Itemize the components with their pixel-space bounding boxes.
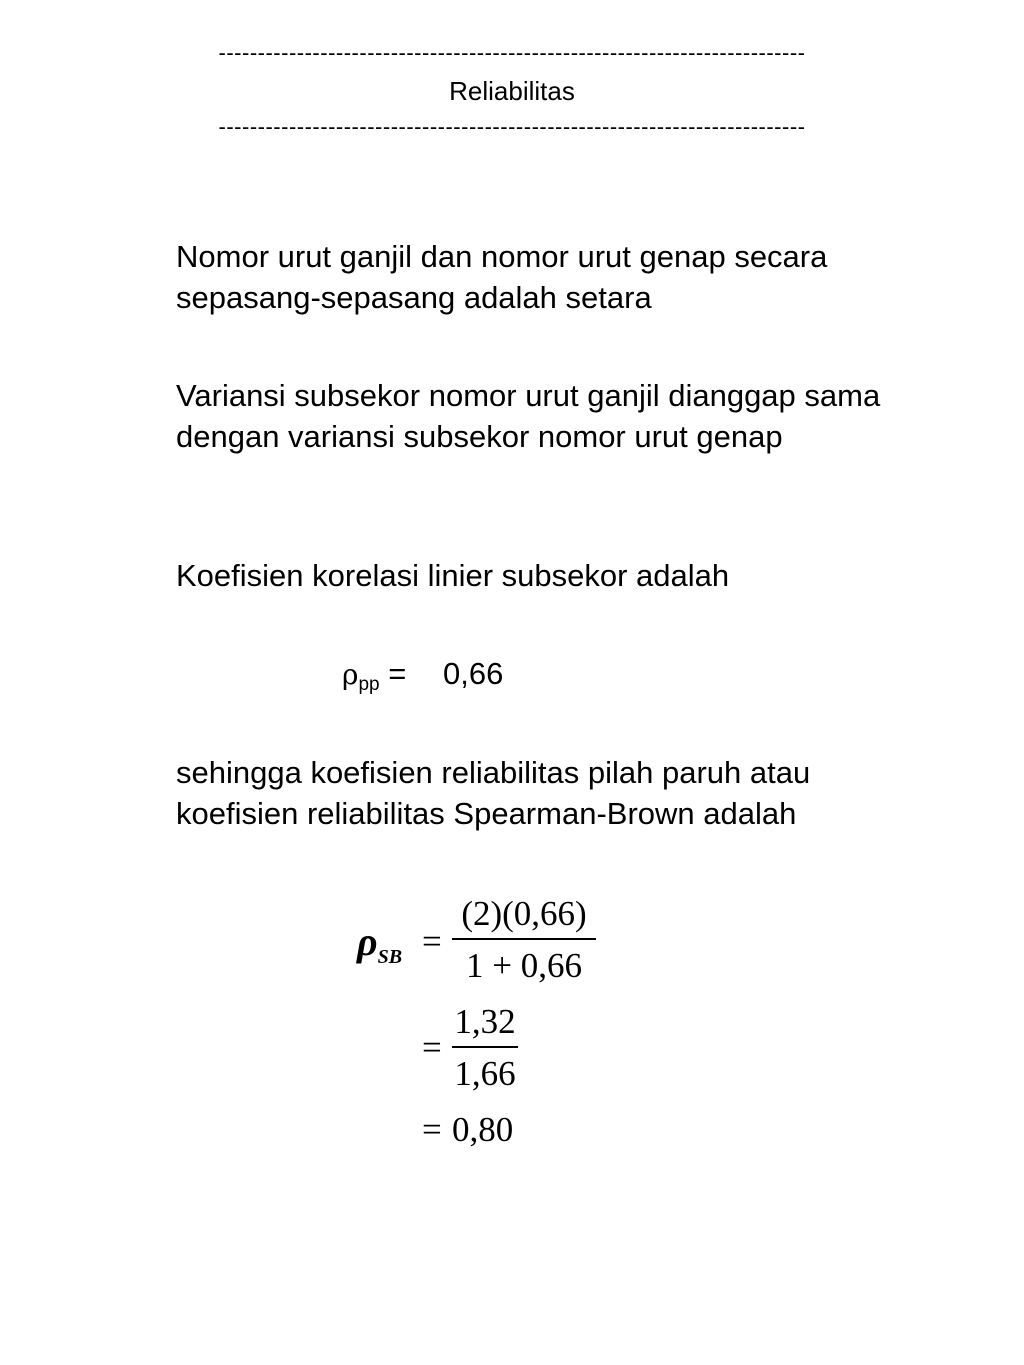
equals-sign-2: = [422,1028,442,1067]
fraction-2-numerator: 1,32 [454,1002,516,1041]
paragraph-equivalence: Nomor urut ganjil dan nomor urut genap secara sepasang-sepasang adalah setara [176,239,828,315]
rho-pp-value: 0,66 [442,656,504,691]
equals-sign-1: = [422,922,442,961]
fraction-2-bar [452,1046,518,1048]
rho-pp-equals: = [388,656,407,691]
paragraph-spearman-brown: sehingga koefisien reliabilitas pilah paruh atau koefisien reliabilitas Spearman-Brown adalah [176,755,811,831]
rho-sb-subscript: SB [377,946,403,968]
fraction-1-numerator: (2)(0,66) [461,894,587,933]
fraction-2-denominator: 1,66 [454,1054,516,1093]
rho-sb-symbol: $\rho_{SB}$ [357,919,403,968]
rho-pp-subscript: pp [358,674,380,695]
fraction-1-denominator: 1 + 0,66 [466,946,582,985]
formula-result: 0,80 [452,1110,514,1149]
fraction-step-1 [452,894,596,986]
fraction-1-bar [452,938,596,940]
paragraph-variance: Variansi subsekor nomor urut ganjil dianggap sama dengan variansi subsekor nomor urut genap [176,378,881,454]
rho-pp-equation [342,656,503,696]
paragraph-correlation: Koefisien korelasi linier subsekor adalah [176,558,730,593]
header-rule-bottom: --------------------------------------------------------------------------- [218,114,806,139]
rho-symbol: ρ [342,658,359,691]
fraction-step-2 [452,1002,518,1094]
header-rule-top: --------------------------------------------------------------------------- [218,40,806,65]
page-title: Reliabilitas [449,76,575,106]
equals-sign-3: = [422,1110,442,1149]
